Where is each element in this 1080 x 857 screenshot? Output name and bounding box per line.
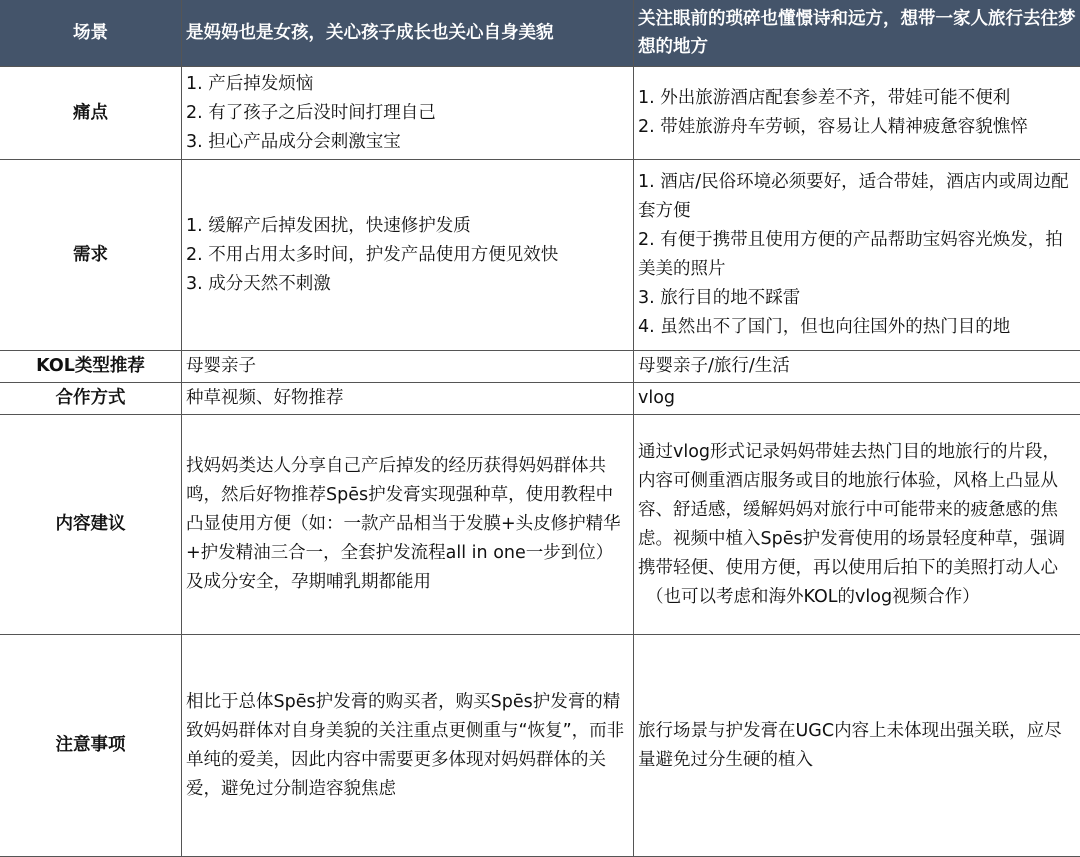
content-suggestion-a (182, 415, 634, 635)
content-text: 找妈妈类达人分享自己产后掉发的经历获得妈妈群体共鸣，然后好物推荐Spēs护发膏实现强种草，使用教程中凸显使用方便（如：一款产品相当于发膜+头皮修护精华+护发精油三合一，全套护发流程all in one一步到位）及成分安全，孕期哺乳期都能用 (186, 452, 629, 597)
row-label-needs: 需求 (0, 160, 182, 351)
content-text: 通过vlog形式记录妈妈带娃去热门目的地旅行的片段，内容可侧重酒店服务或目的地旅行体验，风格上凸显从容、舒适感，缓解妈妈对旅行中可能带来的疲惫感的焦虑。视频中植入Spēs护发膏使用的场景轻度种草，强调携带轻便、使用方便，再以使用后拍下的美照打动人心 (638, 438, 1077, 583)
list-item: 1. 外出旅游酒店配套参差不齐，带娃可能不便利 (638, 84, 1077, 113)
kol-type-b: 母婴亲子/旅行/生活 (634, 351, 1080, 383)
caution-text: 旅行场景与护发膏在UGC内容上未体现出强关联，应尽量避免过分生硬的植入 (638, 717, 1077, 775)
row-label-pain-points: 痛点 (0, 67, 182, 160)
list-item: 2. 带娃旅游舟车劳顿，容易让人精神疲惫容貌憔悴 (638, 113, 1077, 142)
pain-points-a (182, 67, 634, 160)
list-item: 3. 旅行目的地不踩雷 (638, 284, 1077, 313)
table-header-row (0, 0, 1080, 67)
needs-b (634, 160, 1080, 351)
table-row-kol-type (0, 351, 1080, 383)
list-item: 2. 有了孩子之后没时间打理自己 (186, 99, 629, 128)
needs-a (182, 160, 634, 351)
row-label-kol-type: KOL类型推荐 (0, 351, 182, 383)
cautions-a (182, 635, 634, 857)
row-label-content-suggestion: 内容建议 (0, 415, 182, 635)
list-item: 2. 不用占用太多时间，护发产品使用方便见效快 (186, 241, 629, 270)
header-scene: 场景 (0, 0, 182, 67)
cautions-b (634, 635, 1080, 857)
cooperation-a: 种草视频、好物推荐 (182, 383, 634, 415)
row-label-cautions: 注意事项 (0, 635, 182, 857)
content-suggestion-b (634, 415, 1080, 635)
list-item: 3. 成分天然不刺激 (186, 270, 629, 299)
list-item: 4. 虽然出不了国门，但也向往国外的热门目的地 (638, 313, 1077, 342)
table-row-needs (0, 160, 1080, 351)
table-row-cooperation (0, 383, 1080, 415)
table-row-content-suggestion (0, 415, 1080, 635)
table-row-pain-points (0, 67, 1080, 160)
kol-type-a: 母婴亲子 (182, 351, 634, 383)
list-item: 1. 酒店/民俗环境必须要好，适合带娃，酒店内或周边配套方便 (638, 168, 1077, 226)
pain-points-b (634, 67, 1080, 160)
caution-text: 相比于总体Spēs护发膏的购买者，购买Spēs护发膏的精致妈妈群体对自身美貌的关注重点更侧重与“恢复”，而非单纯的爱美，因此内容中需要更多体现对妈妈群体的关爱，避免过分制造容貌焦虑 (186, 688, 629, 804)
list-item: 2. 有便于携带且使用方便的产品帮助宝妈容光焕发，拍美美的照片 (638, 226, 1077, 284)
table-row-cautions (0, 635, 1080, 857)
row-label-cooperation: 合作方式 (0, 383, 182, 415)
cooperation-b: vlog (634, 383, 1080, 415)
header-scenario-a: 是妈妈也是女孩，关心孩子成长也关心自身美貌 (182, 0, 634, 67)
content-note: （也可以考虑和海外KOL的vlog视频合作） (638, 583, 1077, 612)
header-scenario-b: 关注眼前的琐碎也懂憬诗和远方，想带一家人旅行去往梦想的地方 (634, 0, 1080, 67)
list-item: 1. 缓解产后掉发困扰，快速修护发质 (186, 212, 629, 241)
list-item: 1. 产后掉发烦恼 (186, 70, 629, 99)
list-item: 3. 担心产品成分会刺激宝宝 (186, 128, 629, 157)
